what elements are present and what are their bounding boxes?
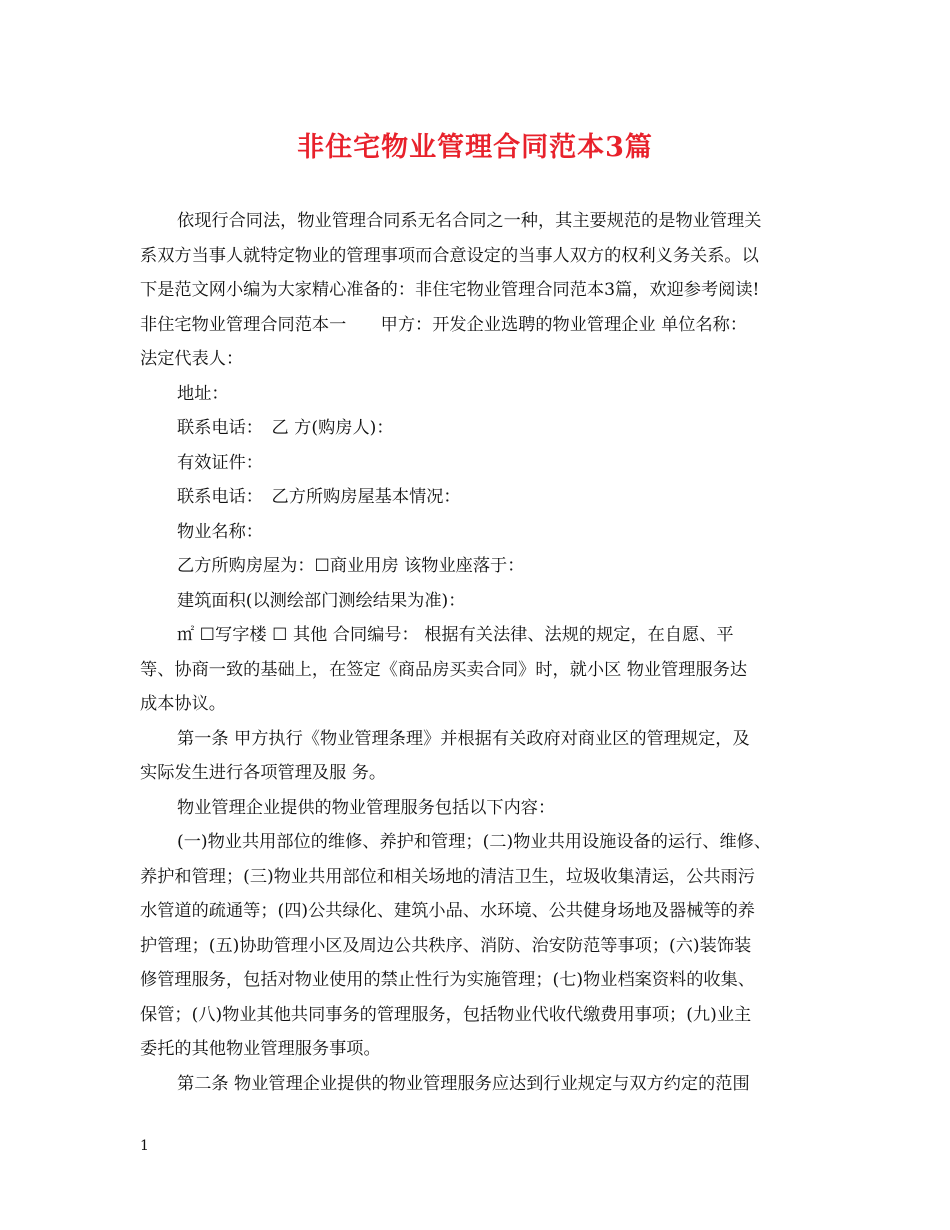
paragraph-line: 水管道的疏通等；(四)公共绿化、建筑小品、水环境、公共健身场地及器械等的养 xyxy=(140,901,755,921)
document-title: 非住宅物业管理合同范本3篇 xyxy=(297,132,653,163)
paragraph-line: 地址： xyxy=(177,383,229,404)
paragraph-line: 建筑面积(以测绘部门测绘结果为准)： xyxy=(177,590,466,611)
paragraph-line: 联系电话： 乙方所购房屋基本情况： xyxy=(177,487,461,507)
paragraph-line: 物业管理企业提供的物业管理服务包括以下内容： xyxy=(177,797,556,818)
paragraph-line: 依现行合同法，物业管理合同系无名合同之一种，其主要规范的是物业管理关 xyxy=(177,211,762,231)
paragraph-line: 第二条 物业管理企业提供的物业管理服务应达到行业规定与双方约定的范围 xyxy=(177,1073,750,1094)
paragraph-line: 修管理服务，包括对物业使用的禁止性行为实施管理；(七)物业档案资料的收集、 xyxy=(140,970,755,990)
paragraph-line: 联系电话： 乙 方(购房人)： xyxy=(177,418,394,438)
paragraph-line: 成本协议。 xyxy=(140,694,226,714)
paragraph-line: 保管；(八)物业其他共同事务的管理服务，包括物业代收代缴费用事项；(九)业主 xyxy=(140,1004,752,1025)
paragraph-line: 实际发生进行各项管理及服 务。 xyxy=(140,763,387,783)
paragraph-line: 委托的其他物业管理服务事项。 xyxy=(140,1039,381,1059)
document-body xyxy=(140,204,812,1101)
page-number: 1 xyxy=(140,1138,149,1154)
paragraph-line: 物业名称： xyxy=(177,521,263,542)
paragraph-line: 非住宅物业管理合同范本一 甲方：开发企业选聘的物业管理企业 单位名称： xyxy=(140,314,748,335)
paragraph-line: 法定代表人： xyxy=(140,349,244,369)
paragraph-line: 养护和管理；(三)物业共用部位和相关场地的清洁卫生，垃圾收集清运，公共雨污 xyxy=(140,866,755,887)
paragraph-line: ㎡ ☐写字楼 ☐ 其他 合同编号： 根据有关法律、法规的规定，在自愿、平 xyxy=(177,625,734,645)
paragraph-line: 护管理；(五)协助管理小区及周边公共秩序、消防、治安防范等事项；(六)装饰装 xyxy=(140,935,752,956)
paragraph-line: 第一条 甲方执行《物业管理条理》并根据有关政府对商业区的管理规定，及 xyxy=(177,728,750,749)
paragraph-line: 系双方当事人就特定物业的管理事项而合意设定的当事人双方的权利义务关系。以 xyxy=(140,245,759,266)
paragraph-line: 乙方所购房屋为：☐商业用房 该物业座落于： xyxy=(177,556,525,576)
paragraph-line: (一)物业共用部位的维修、养护和管理；(二)物业共用设施设备的运行、维修、 xyxy=(177,832,772,852)
paragraph-line: 有效证件： xyxy=(177,452,263,473)
paragraph-line: 等、协商一致的基础上，在签定《商品房买卖合同》时，就小区 物业管理服务达 xyxy=(140,659,748,680)
paragraph-line: 下是范文网小编为大家精心准备的：非住宅物业管理合同范本3篇，欢迎参考阅读! xyxy=(140,280,760,300)
